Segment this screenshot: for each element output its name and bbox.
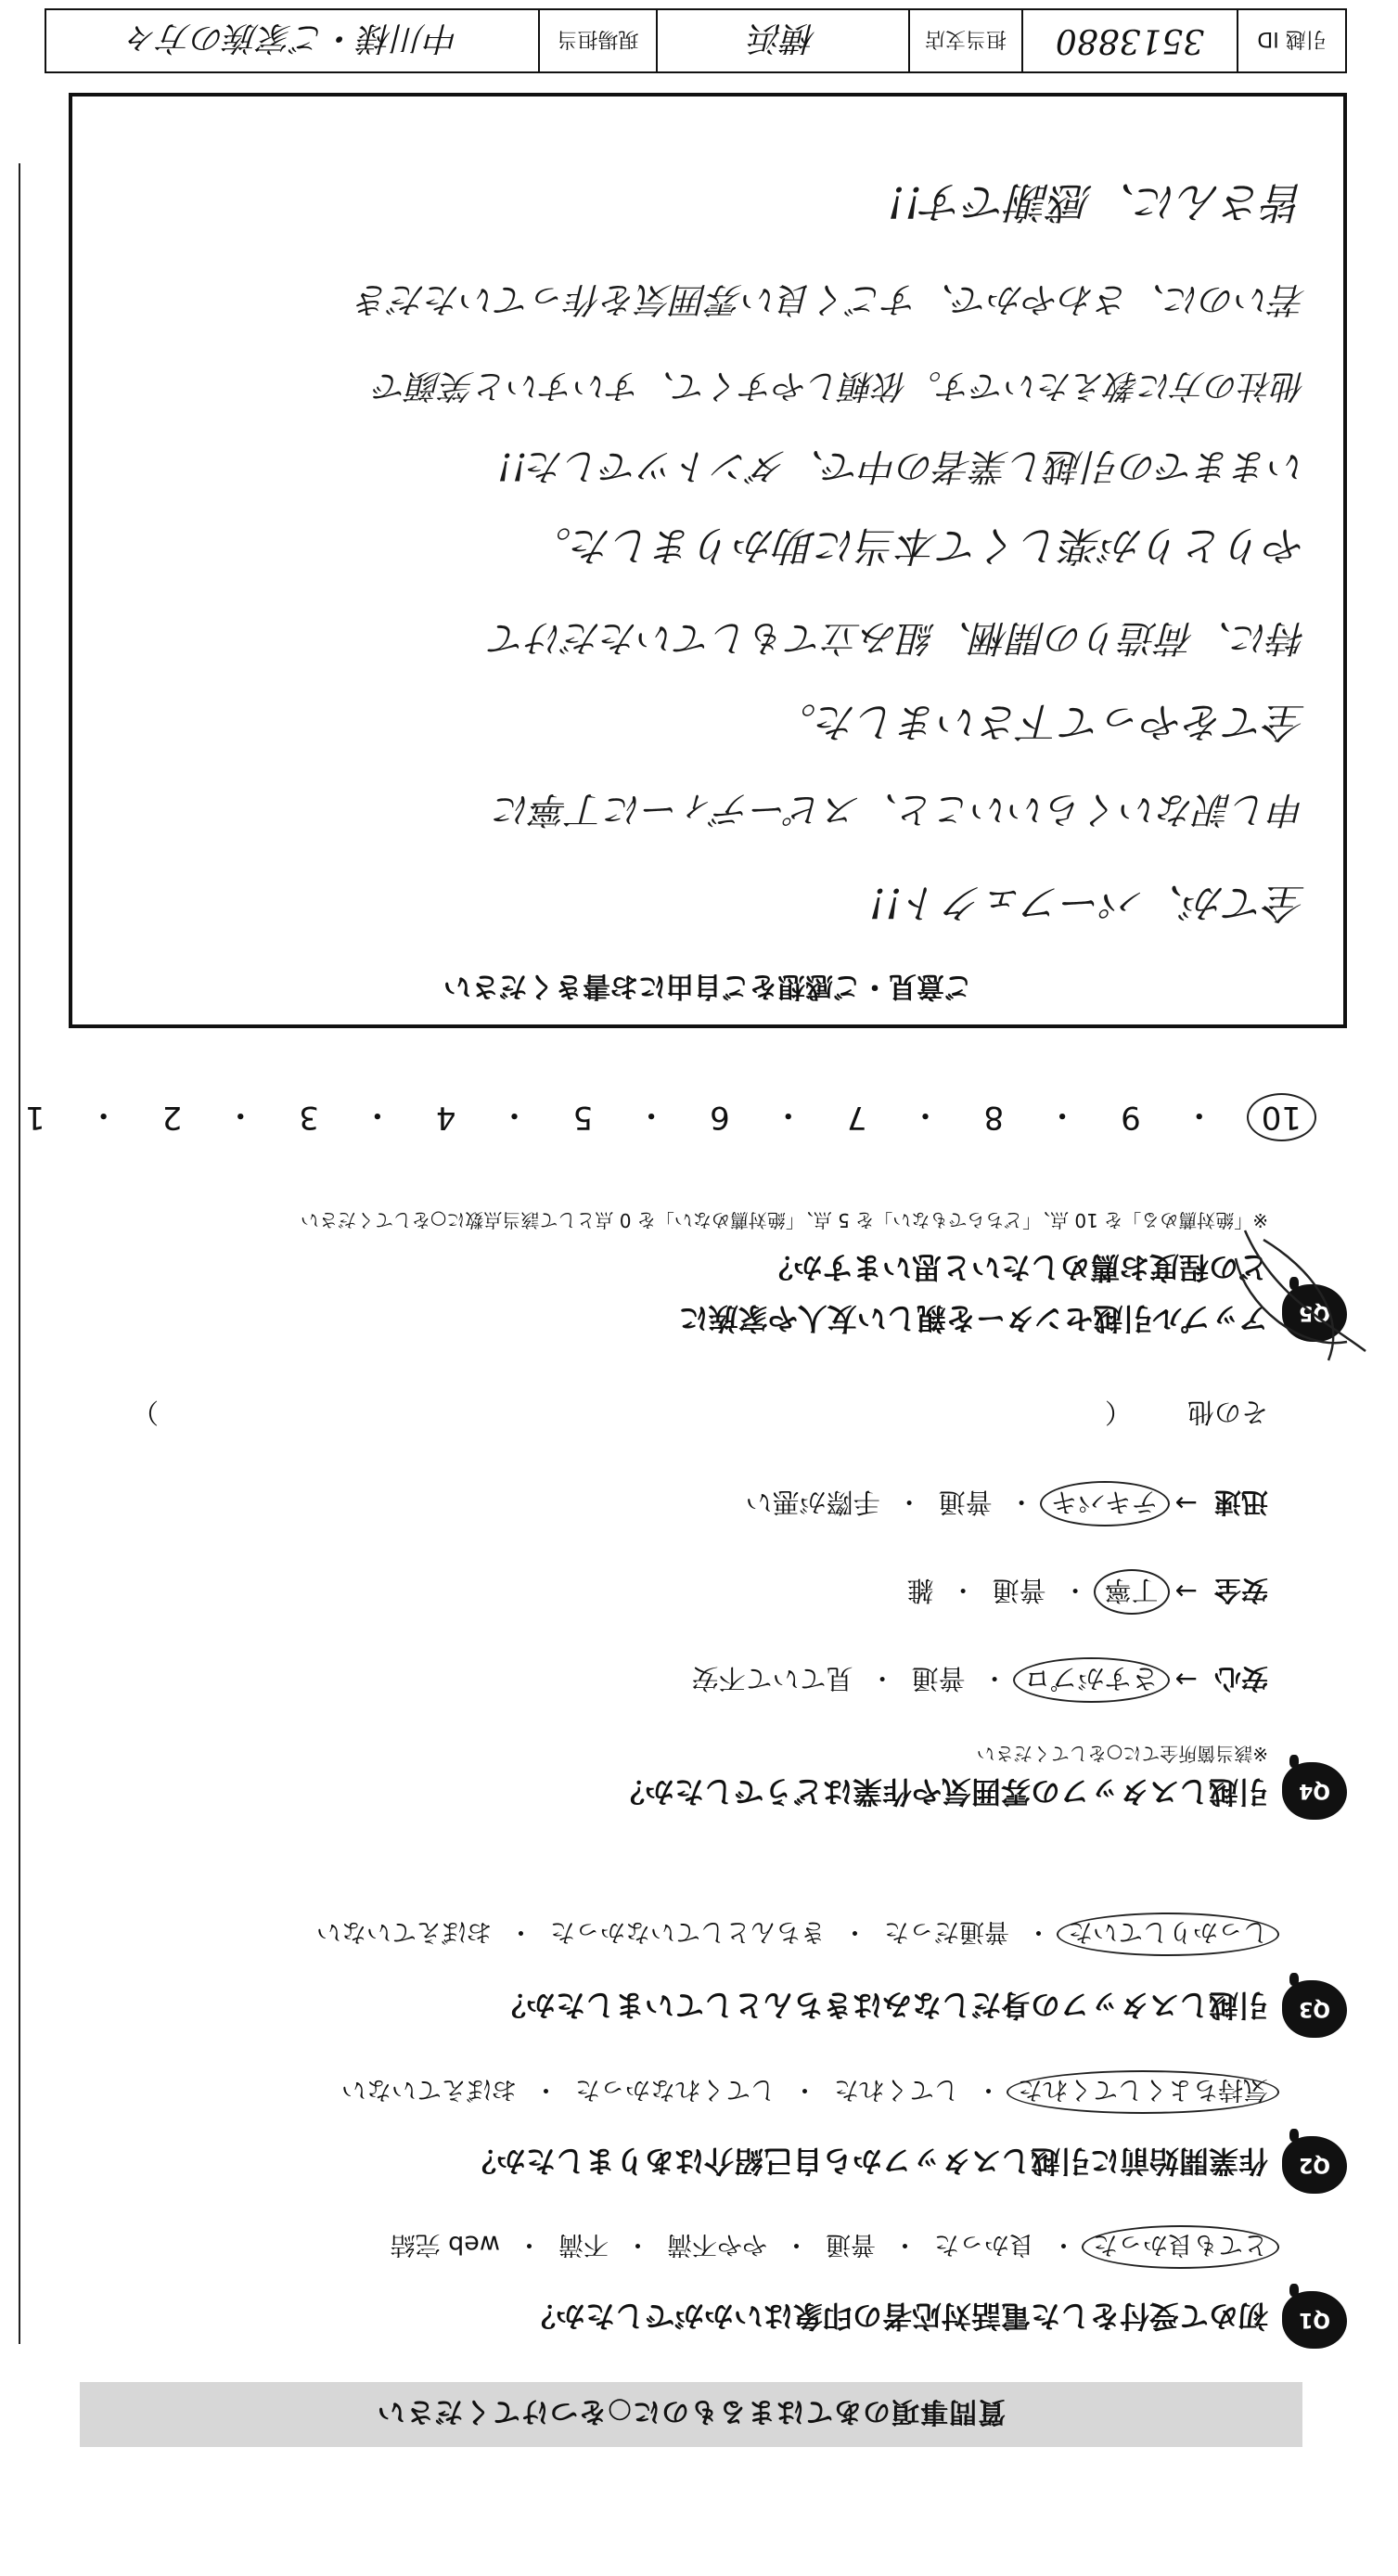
q5-score-6[interactable]: 6 <box>710 1099 730 1137</box>
q5-score-4[interactable]: 4 <box>435 1099 456 1137</box>
q5-score-7[interactable]: 7 <box>846 1099 867 1137</box>
q4-other-open: （ <box>1104 1397 1132 1428</box>
comment-line-8: 若いのに、さわやかで、すごく良い雰囲気を作っていただき <box>354 279 1306 320</box>
q3-option-4[interactable]: おぼえていない <box>316 1917 492 1946</box>
q3-question: 引越しスタッフの身だしなみはきちんとしていましたか？ <box>495 1988 1268 2023</box>
q2-options: 気持ちよくしてくれた ・ してくれた ・ してくれなかった ・ おぼえていない <box>341 2074 1268 2110</box>
q4-option[interactable]: テキパキ <box>1040 1481 1170 1526</box>
q4-row-label: 安心 <box>1213 1663 1268 1694</box>
q3-option-1[interactable]: しっかりしていた <box>1057 1913 1279 1956</box>
q3-option-3[interactable]: きちんとしていなかった <box>550 1917 826 1946</box>
comments-title: ご意見・ご感想をご自由にお書きください <box>443 970 972 1002</box>
q5-question-line2: どの程度お薦めしたいと思いますか？ <box>763 1250 1268 1285</box>
q5-score-8[interactable]: 8 <box>983 1099 1005 1137</box>
comment-line-7: 他社の方に教えたいです。依頼しやすくて、すいすいと笑顔で <box>374 367 1306 405</box>
q4-row-anshin: 安心 → さすがプロ ・ 普通 ・ 見ていて不安 <box>692 1661 1268 1699</box>
q4-other-close: ） <box>131 1397 159 1428</box>
arrow-icon: → <box>1174 1664 1198 1696</box>
comment-line-3: 全てをやって下さいました。 <box>776 698 1306 745</box>
q1-options: とても良かった ・ 良かった ・ 普通 ・ やや不満 ・ 不満 ・ web 完結 <box>391 2229 1268 2265</box>
q4-row-anzen: 安全 → 丁寧 ・ 普通 ・ 雑 <box>907 1573 1268 1611</box>
q2-option-3[interactable]: してくれなかった <box>575 2075 776 2104</box>
move-id-value: 3513880 <box>1021 10 1237 71</box>
q5-question-line1: アップル引越センターを親しい友人や家族に <box>678 1301 1268 1336</box>
q5-score-10[interactable]: 10 <box>1247 1094 1316 1142</box>
q4-option[interactable]: さすがプロ <box>1013 1657 1170 1703</box>
comment-line-5: やりとりが楽しくて本当に助かりました。 <box>531 522 1306 569</box>
q4-option[interactable]: 普通 <box>911 1663 966 1694</box>
q5-score-1[interactable]: 1 <box>24 1099 45 1137</box>
q4-other-label: その他 <box>1186 1397 1268 1428</box>
arrow-icon: → <box>1174 1488 1198 1520</box>
comments-box[interactable] <box>69 93 1347 1028</box>
q3-option-2[interactable]: 普通だった <box>884 1917 1009 1946</box>
staff-value: 中川様・ご家族の方々 <box>125 19 460 58</box>
q1-option-4[interactable]: やや不満 <box>667 2230 767 2259</box>
q4-option[interactable]: 手際が悪い <box>745 1487 880 1518</box>
q4-row-label: 安全 <box>1213 1575 1268 1606</box>
q2-option-2[interactable]: してくれた <box>834 2075 959 2104</box>
q4-row-label: 迅速 <box>1213 1487 1268 1518</box>
q4-option[interactable]: 見ていて不安 <box>691 1663 853 1694</box>
q1-option-2[interactable]: 良かった <box>934 2230 1034 2259</box>
q1-option-5[interactable]: 不満 <box>558 2230 609 2259</box>
comment-line-4: 特に、荷造りの開梱、組み立てもしていただけて <box>490 616 1306 659</box>
q4-option[interactable]: 雑 <box>906 1575 934 1606</box>
q2-question: 作業開始前に引越しスタッフから自己紹介はありましたか？ <box>466 2144 1268 2179</box>
q1-option-6[interactable]: web 完結 <box>390 2230 500 2259</box>
q5-score-2[interactable]: 2 <box>161 1099 183 1137</box>
q1-option-1[interactable]: とても良かった <box>1082 2225 1279 2269</box>
q1-question: 初めて受付をした電話対応者の印象はいかがでしたか？ <box>525 2299 1268 2334</box>
comment-line-2: 申し訳ないくらいいこと、スピーディーに丁寧に <box>494 788 1306 831</box>
instructions-banner: 質問事項のあてはまるものに○をつけてください <box>80 2382 1302 2447</box>
q2-badge: Q2 <box>1282 2136 1347 2194</box>
q4-option[interactable]: 丁寧 <box>1094 1569 1170 1615</box>
q5-score-9[interactable]: 9 <box>1121 1099 1141 1137</box>
staff-label: 現場担当 <box>538 10 656 71</box>
handwritten-check-mark <box>1217 1193 1384 1379</box>
arrow-icon: → <box>1174 1576 1198 1608</box>
q1-badge: Q1 <box>1282 2291 1347 2349</box>
branch-value: 横浜 <box>656 10 908 71</box>
q5-score-3[interactable]: 3 <box>299 1099 319 1137</box>
comment-line-1: 全てが、パーフェクト!! <box>869 879 1306 926</box>
q5-note: ※「絶対薦める」を 10 点、「どちらでもない」を 5 点、「絶対薦めない」を 0 点として該当点数に○をしてください <box>300 1209 1268 1231</box>
comment-line-6: いままでの引越し業者の中で、ダントツでした!! <box>497 444 1306 487</box>
q5-badge: Q5 <box>1282 1284 1347 1342</box>
q2-option-4[interactable]: おぼえていない <box>341 2075 517 2104</box>
q5-score-5[interactable]: 5 <box>572 1099 594 1137</box>
q3-badge: Q3 <box>1282 1980 1347 2038</box>
comment-line-9: 皆さんに、感謝です!! <box>888 177 1306 227</box>
q4-option[interactable]: 普通 <box>938 1487 993 1518</box>
q4-badge: Q4 <box>1282 1762 1347 1820</box>
q1-option-3[interactable]: 普通 <box>826 2230 876 2259</box>
q4-question: 引越しスタッフの雰囲気や作業はどうでしたか？ <box>614 1774 1268 1810</box>
tracking-row <box>45 8 1347 73</box>
branch-label: 担当支店 <box>908 10 1021 71</box>
q4-option[interactable]: 普通 <box>992 1575 1046 1606</box>
q4-note: ※該当箇所全てに○をしてください <box>976 1743 1268 1765</box>
q3-options: しっかりしていた ・ 普通だった ・ きちんとしていなかった ・ おぼえていない <box>316 1916 1268 1952</box>
q5-scale: 10 ・ 9 ・ 8 ・ 7 ・ 6 ・ 5 ・ 4 ・ 3 ・ 2 ・ 1 <box>0 1095 1305 1140</box>
q4-other <box>132 1395 1268 1433</box>
q4-row-jinsoku: 迅速 → テキパキ ・ 普通 ・ 手際が悪い <box>746 1485 1268 1523</box>
q2-option-1[interactable]: 気持ちよくしてくれた <box>1007 2070 1279 2114</box>
move-id-label: 引越 ID <box>1237 10 1345 71</box>
binding-line <box>19 163 20 2344</box>
